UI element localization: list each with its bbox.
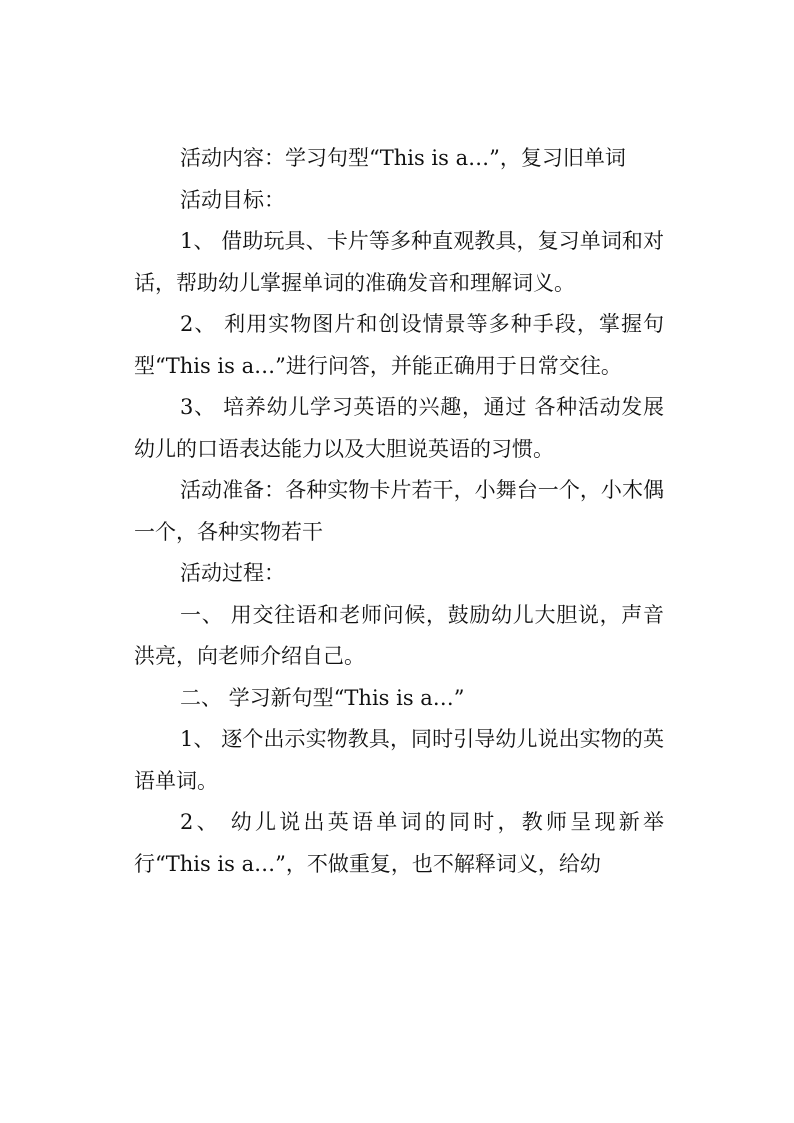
paragraph-step-2: 二、 学习新句型“This is a…”	[180, 685, 465, 710]
paragraph-goal-3: 3、 培养幼儿学习英语的兴趣，通过 各种活动发展幼儿的口语表达能力以及大胆说英语的习惯。	[134, 395, 664, 461]
document-body	[134, 138, 664, 885]
paragraph-activity-preparation: 活动准备：各种实物卡片若干，小舞台一个，小木偶一个，各种实物若干	[134, 478, 664, 544]
paragraph-goal-2: 2、 利用实物图片和创设情景等多种手段，掌握句型“This is a…”进行问答，并能正确用于日常交往。	[134, 312, 664, 378]
paragraph-activity-process-heading: 活动过程：	[180, 561, 285, 585]
paragraph-goal-1: 1、 借助玩具、卡片等多种直观教具，复习单词和对话，帮助幼儿掌握单词的准确发音和理解词义。	[134, 229, 664, 295]
paragraph-activity-content: 活动内容：学习句型“This is a…”，复习旧单词	[180, 146, 626, 170]
paragraph-activity-goals-heading: 活动目标：	[180, 187, 285, 212]
paragraph-substep-2: 2、 幼儿说出英语单词的同时，教师呈现新举行“This is a…”，不做重复，也不解释词义，给幼	[134, 810, 664, 876]
paragraph-substep-1: 1、 逐个出示实物教具，同时引导幼儿说出实物的英语单词。	[134, 727, 664, 793]
paragraph-step-1: 一、 用交往语和老师问候，鼓励幼儿大胆说，声音洪亮，向老师介绍自己。	[134, 602, 664, 668]
